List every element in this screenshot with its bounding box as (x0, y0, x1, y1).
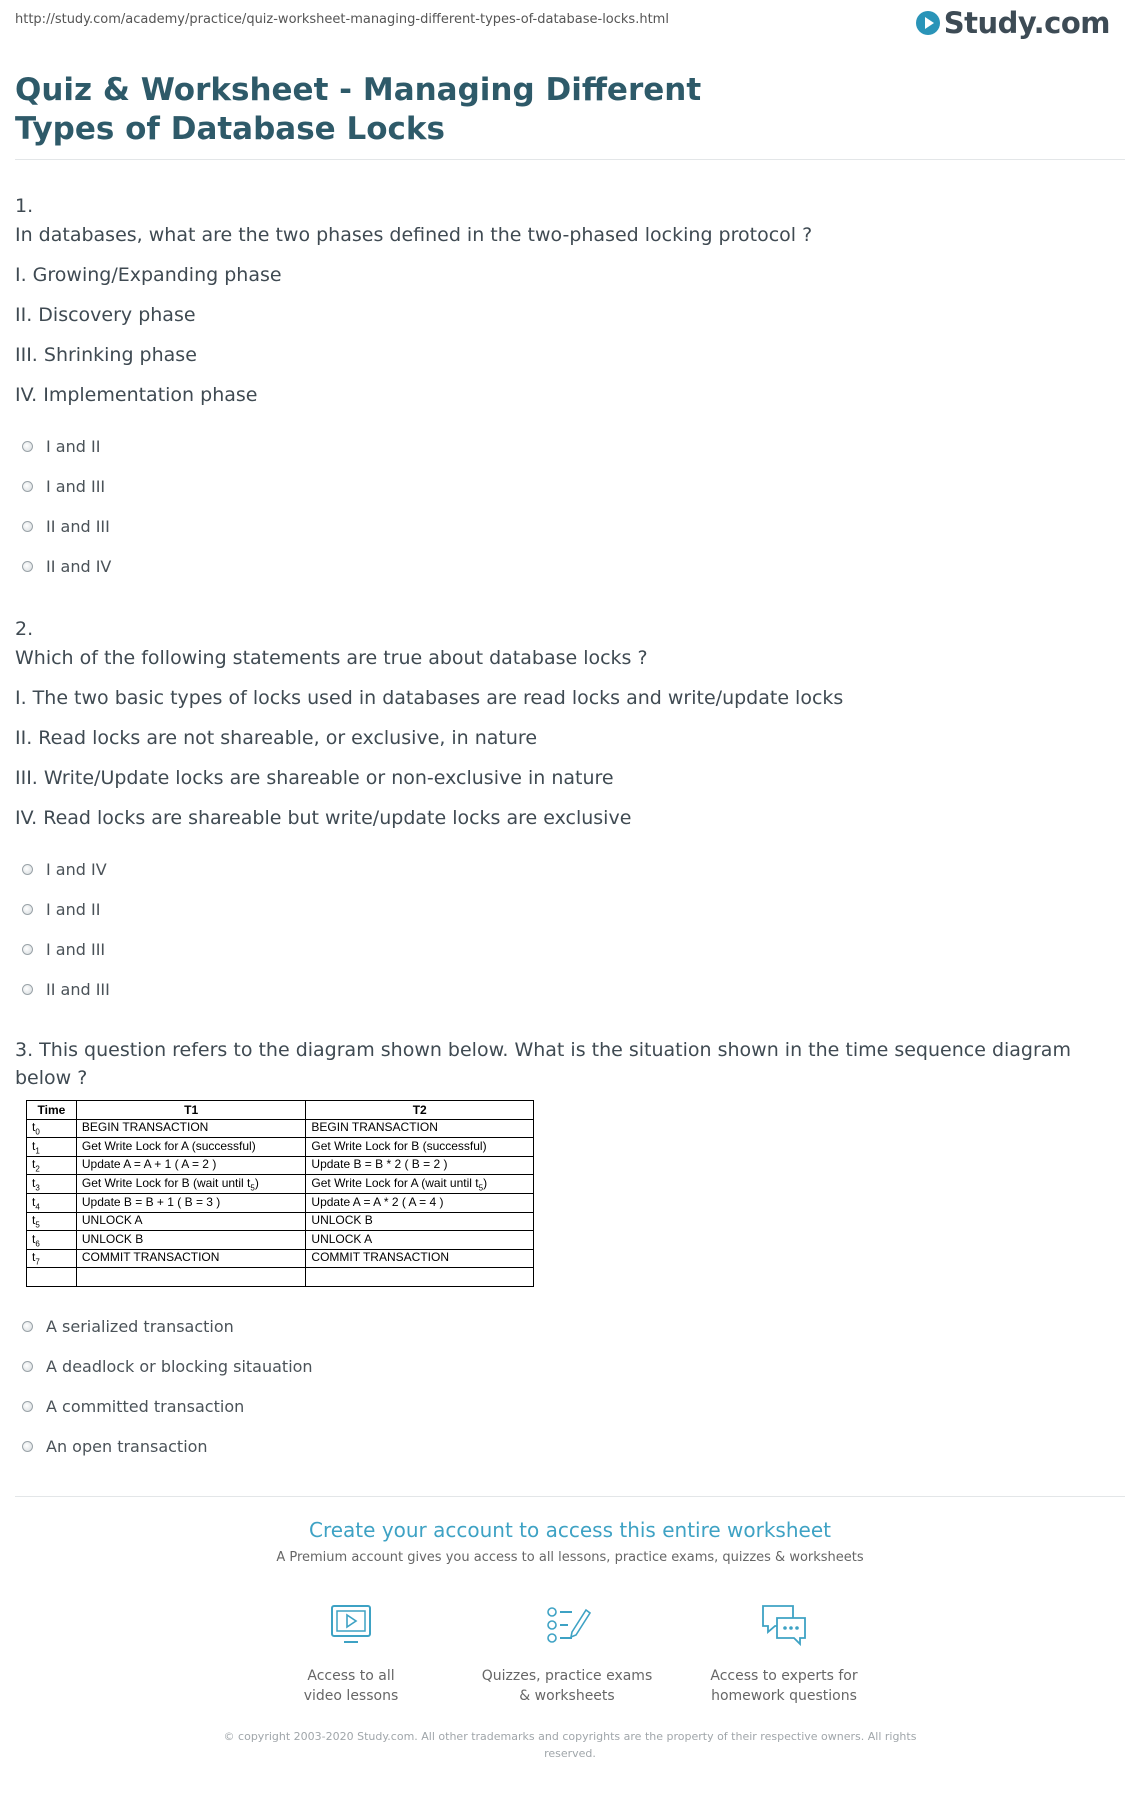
t2-cell (306, 1156, 534, 1175)
diagram-row (27, 1119, 534, 1138)
t2-cell-text: Update A = A * 2 ( A = 4 ) (311, 1194, 444, 1209)
t1-cell-text: Update A = A + 1 ( A = 2 ) (81, 1157, 217, 1172)
time-cell-text: t (32, 1250, 36, 1265)
t1-cell (76, 1268, 306, 1287)
question-3-option[interactable] (22, 1397, 244, 1416)
feature-label: Access to experts for (710, 1668, 858, 1684)
diagram-row (27, 1231, 534, 1250)
t2-cell (306, 1193, 534, 1212)
time-cell-text: t (32, 1231, 36, 1246)
option-label: II and IV (46, 557, 112, 576)
time-cell (27, 1193, 77, 1212)
t1-cell (76, 1175, 306, 1194)
t1-cell-close: ) (254, 1175, 259, 1190)
question-3-text: 3. This question refers to the diagram shown below. What is the situation shown in the time sequence diagram below ? (15, 1039, 1071, 1089)
question-2-statement: II. Read locks are not shareable, or exclusive, in nature (15, 727, 538, 749)
radio-button[interactable] (22, 944, 33, 955)
radio-button[interactable] (22, 864, 33, 875)
logo-text: Study.com (943, 6, 1110, 40)
question-1-statement: III. Shrinking phase (15, 344, 197, 366)
t2-cell (306, 1119, 534, 1138)
t1-cell-text: Update B = B + 1 ( B = 3 ) (81, 1194, 221, 1209)
t2-cell (306, 1249, 534, 1268)
feature-label: Access to all (307, 1668, 395, 1684)
t2-cell (306, 1138, 534, 1157)
t1-cell (76, 1119, 306, 1138)
question-2-option[interactable] (22, 900, 100, 919)
radio-button[interactable] (22, 904, 33, 915)
t1-cell-text: UNLOCK A (81, 1213, 143, 1228)
cta-divider (15, 1496, 1125, 1497)
diagram-body (27, 1119, 534, 1286)
diagram-header: T1 (76, 1101, 306, 1120)
question-1-option[interactable] (22, 477, 105, 496)
radio-button[interactable] (22, 1441, 33, 1452)
question-2-statement: I. The two basic types of locks used in databases are read locks and write/update locks (15, 687, 844, 709)
diagram-row (27, 1249, 534, 1268)
t2-cell-text: BEGIN TRANSACTION (311, 1120, 438, 1135)
t1-cell-text: COMMIT TRANSACTION (81, 1250, 220, 1265)
t2-cell-text: UNLOCK B (311, 1213, 373, 1228)
time-cell (27, 1175, 77, 1194)
time-cell-subscript: 0 (35, 1127, 40, 1137)
time-cell (27, 1138, 77, 1157)
study-logo[interactable] (916, 6, 1110, 40)
time-cell (27, 1156, 77, 1175)
option-label: I and IV (46, 860, 107, 879)
time-cell (27, 1268, 77, 1287)
t1-cell (76, 1231, 306, 1250)
option-label: A deadlock or blocking sitauation (46, 1357, 313, 1376)
t1-cell-text: BEGIN TRANSACTION (81, 1120, 209, 1135)
time-cell (27, 1249, 77, 1268)
diagram-row (27, 1175, 534, 1194)
time-cell-text: t (32, 1175, 36, 1190)
option-label: I and II (46, 900, 101, 919)
video-lessons-icon (326, 1600, 376, 1650)
option-label: I and III (46, 940, 106, 959)
feature-label: homework questions (711, 1688, 857, 1704)
t1-cell-text: Get Write Lock for A (successful) (81, 1138, 256, 1153)
t2-cell (306, 1268, 534, 1287)
option-label: A committed transaction (46, 1397, 245, 1416)
time-cell-subscript: 2 (35, 1164, 40, 1174)
question-2-statement: III. Write/Update locks are shareable or non-exclusive in nature (15, 767, 614, 789)
cta-title[interactable]: Create your account to access this entire worksheet (309, 1518, 831, 1542)
cta-subtitle: A Premium account gives you access to all lessons, practice exams, quizzes & worksheets (276, 1550, 864, 1565)
time-cell (27, 1119, 77, 1138)
diagram-row (27, 1268, 534, 1287)
t1-cell (76, 1138, 306, 1157)
time-cell-text: t (32, 1120, 36, 1135)
copyright-footer: © copyright 2003-2020 Study.com. All other trademarks and copyrights are the property of their respective owners. All rights reserved. (223, 1730, 917, 1760)
quiz-checklist-icon (542, 1600, 592, 1650)
t1-cell-text: Get Write Lock for B (wait until t (81, 1175, 251, 1190)
t2-cell-text: Get Write Lock for B (successful) (311, 1138, 487, 1153)
question-1-number: 1. (15, 195, 34, 217)
option-label: I and II (46, 437, 101, 456)
diagram-row (27, 1138, 534, 1157)
radio-button[interactable] (22, 1321, 33, 1332)
time-cell-subscript: 3 (35, 1183, 40, 1193)
option-label: I and III (46, 477, 106, 496)
feature-label: video lessons (303, 1688, 399, 1704)
t2-cell (306, 1175, 534, 1194)
t2-cell-text: Update B = B * 2 ( B = 2 ) (311, 1157, 448, 1172)
expert-chat-icon (759, 1600, 809, 1650)
question-2-option[interactable] (22, 980, 110, 999)
feature-label: & worksheets (519, 1688, 615, 1704)
t2-cell-subscript: 5 (478, 1183, 484, 1193)
time-cell-subscript: 4 (35, 1201, 40, 1211)
radio-button[interactable] (22, 521, 33, 532)
question-3-option[interactable] (22, 1437, 208, 1456)
diagram-header: Time (27, 1101, 77, 1120)
diagram-header: T2 (306, 1101, 534, 1120)
question-1-option[interactable] (22, 437, 100, 456)
question-2-option[interactable] (22, 940, 105, 959)
option-label: A serialized transaction (46, 1317, 234, 1336)
diagram-row (27, 1193, 534, 1212)
question-1-statement: IV. Implementation phase (15, 384, 258, 406)
time-cell-text: t (32, 1157, 36, 1172)
question-1-option[interactable] (22, 557, 111, 576)
time-cell-subscript: 6 (35, 1239, 40, 1249)
question-3-option[interactable] (22, 1357, 313, 1376)
diagram-row (27, 1212, 534, 1231)
radio-button[interactable] (22, 481, 33, 492)
t2-cell (306, 1212, 534, 1231)
t1-cell (76, 1156, 306, 1175)
diagram-header-row (27, 1101, 534, 1120)
question-1-text: In databases, what are the two phases defined in the two-phased locking protocol ? (15, 224, 813, 246)
t2-cell (306, 1231, 534, 1250)
option-label: II and III (46, 517, 110, 536)
radio-button[interactable] (22, 441, 33, 452)
option-label: II and III (46, 980, 110, 999)
diagram-row (27, 1156, 534, 1175)
title-divider (15, 159, 1125, 160)
play-logo-icon (916, 11, 940, 35)
t2-cell-text: UNLOCK A (311, 1231, 373, 1246)
radio-button[interactable] (22, 984, 33, 995)
question-2-number: 2. (15, 618, 34, 640)
time-cell (27, 1231, 77, 1250)
feature-quizzes (467, 1600, 667, 1706)
time-sequence-diagram (26, 1100, 534, 1287)
t1-cell (76, 1212, 306, 1231)
time-cell-text: t (32, 1138, 36, 1153)
question-1-statement: II. Discovery phase (15, 304, 196, 326)
t1-cell-subscript: 5 (250, 1183, 255, 1193)
t1-cell (76, 1193, 306, 1212)
t1-cell-text: UNLOCK B (81, 1231, 144, 1246)
time-cell-subscript: 1 (35, 1146, 40, 1156)
feature-label: Quizzes, practice exams (481, 1668, 653, 1684)
question-3-option[interactable] (22, 1317, 234, 1336)
time-cell (27, 1212, 77, 1231)
t2-cell-text: Get Write Lock for A (wait until t (311, 1175, 479, 1190)
time-cell-text: t (32, 1194, 36, 1209)
radio-button[interactable] (22, 1401, 33, 1412)
t2-cell-text: COMMIT TRANSACTION (311, 1250, 449, 1265)
t2-cell-close: ) (483, 1175, 488, 1190)
radio-button[interactable] (22, 561, 33, 572)
question-1-statement: I. Growing/Expanding phase (15, 264, 282, 286)
time-cell-text: t (32, 1213, 36, 1228)
question-2-text: Which of the following statements are true about database locks ? (15, 647, 648, 669)
time-cell-subscript: 7 (35, 1257, 40, 1267)
question-1-option[interactable] (22, 517, 110, 536)
feature-experts (684, 1600, 884, 1706)
page-title: Quiz & Worksheet - Managing Different Types of Database Locks (15, 72, 702, 147)
option-label: An open transaction (46, 1437, 208, 1456)
page-url: http://study.com/academy/practice/quiz-worksheet-managing-different-types-of-database-locks.html (15, 12, 669, 27)
question-2-option[interactable] (22, 860, 107, 879)
t1-cell (76, 1249, 306, 1268)
radio-button[interactable] (22, 1361, 33, 1372)
question-2-statement: IV. Read locks are shareable but write/update locks are exclusive (15, 807, 632, 829)
time-cell-subscript: 5 (35, 1220, 40, 1230)
feature-video-lessons (251, 1600, 451, 1706)
